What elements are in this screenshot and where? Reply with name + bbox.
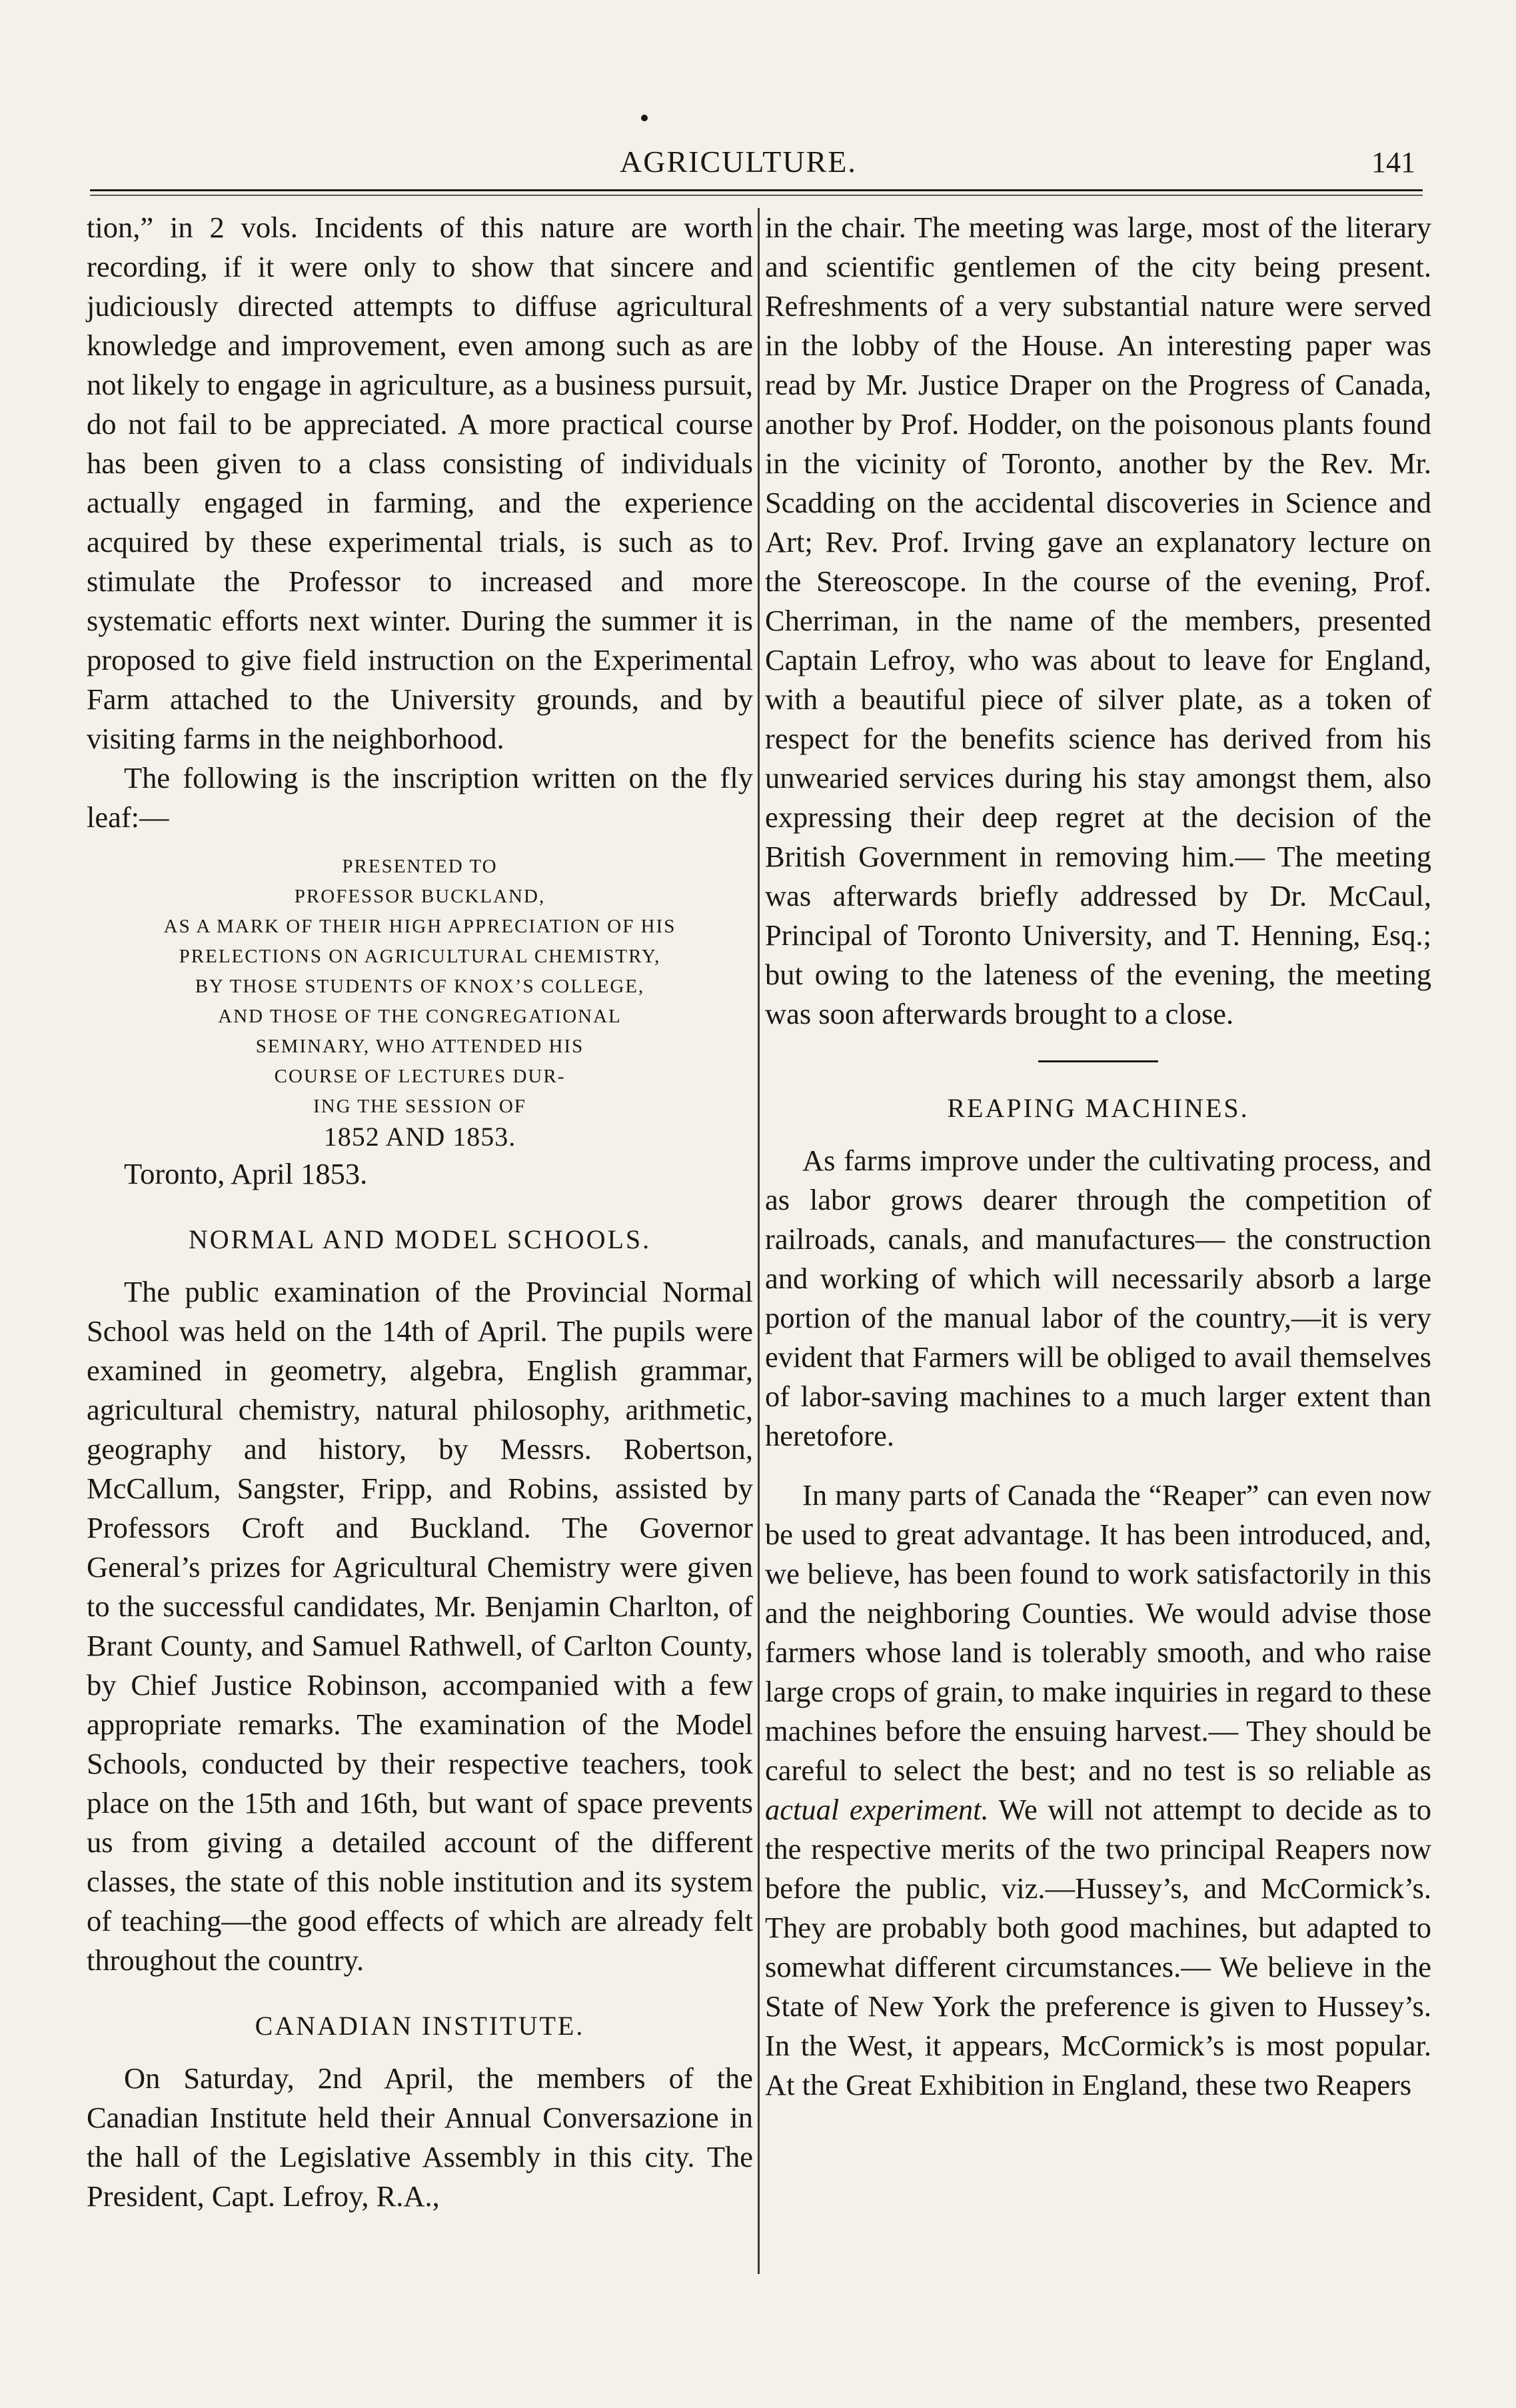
paragraph-gap: [765, 1456, 1431, 1476]
dedication-line: PROFESSOR BUCKLAND,: [294, 886, 546, 907]
continued-paragraph: tion,” in 2 vols. Incidents of this nature are worth recording, if it were only to show that sincere and judiciously directed attempts to diffuse agricultural knowledge and improvement, even among such as are not likely to engage in agriculture, as a business pursuit, do not fail to be appreciated. A more practical course has been given to a class consisting of individuals actually engaged in farming, and the experience acquired by these experimental trials, is such as to stimulate the Professor to increased and more systematic efforts next winter. During the summer it is proposed to give field instruction on the Experimental Farm attached to the University grounds, and by visiting farms in the neighborhood.: [87, 211, 753, 755]
section-separator: [1038, 1060, 1158, 1062]
header-rule-secondary: [90, 195, 1423, 196]
dedication-line: PRELECTIONS ON AGRICULTURAL CHEMISTRY,: [179, 946, 661, 967]
reaping-paragraph-2: [765, 1476, 1431, 2105]
canadian-institute-paragraph: On Saturday, 2nd April, the members of the Canadian Institute held their Annual Conversazione in the hall of the Legislative Assembly in this city. The President, Capt. Lefroy, R.A.,: [87, 2061, 753, 2213]
running-header: [0, 144, 1516, 191]
dedication-line: ING THE SESSION OF: [313, 1096, 526, 1117]
reaping-paragraph-1: As farms improve under the cultivating process, and as labor grows dearer through the competition of railroads, canals, and manufactures— the construction and working of which will necessarily absorb a large portion of the manual labor of the country,—it is very evident that Farmers will be obliged to avail themselves of labor-saving machines to a much larger extent than heretofore.: [765, 1144, 1431, 1452]
dedication-line: AS A MARK OF THEIR HIGH APPRECIATION OF HIS: [163, 916, 676, 937]
dedication-line: SEMINARY, WHO ATTENDED HIS: [255, 1036, 584, 1057]
column-divider: [758, 208, 760, 2274]
institute-continued-paragraph: in the chair. The meeting was large, most of the literary and scientific gentlemen of the city being present. Refreshments of a very substantial nature were served in the lobby of the House. An interesting paper was read by Mr. Justice Draper on the Progress of Canada, another by Prof. Hodder, on the poisonous plants found in the vicinity of Toronto, another by the Rev. Mr. Scadding on the accidental discoveries in Science and Art; Rev. Prof. Irving gave an explanatory lecture on the Stereoscope. In the course of the evening, Prof. Cherriman, in the name of the members, presented Captain Lefroy, who was about to leave for England, with a beautiful piece of silver plate, as a token of respect for the benefits science has derived from his unwearied services during his stay amongst them, also expressing their deep regret at the decision of the British Government in removing him.— The meeting was afterwards briefly addressed by Dr. McCaul, Principal of Toronto University, and T. Henning, Esq.; but owing to the lateness of the evening, the meeting was soon afterwards brought to a close.: [765, 211, 1431, 1030]
header-rule: [90, 189, 1423, 191]
section-heading-canadian-institute: CANADIAN INSTITUTE.: [255, 2011, 585, 2041]
dedication-years: 1852 AND 1853.: [323, 1122, 516, 1152]
reaping-text-a: In many parts of Canada the “Reaper” can even now be used to great advantage. It has been introduced, and, we believe, has been found to work satisfactorily in this and the neighboring Counties. We would advise those farmers whose land is tolerably smooth, and who raise large crops of grain, to make inquiries in regard to these machines before the ensuing harvest.— They should be careful to select the best; and no test is so reliable as: [765, 1478, 1431, 1787]
dedication-line: COURSE OF LECTURES DUR-: [274, 1066, 566, 1087]
ink-dot: [641, 115, 648, 121]
dedication-block: [87, 852, 753, 1152]
running-title: AGRICULTURE.: [620, 145, 857, 179]
right-column: [765, 208, 1431, 2328]
inscription-intro: The following is the inscription written on the fly leaf:—: [87, 761, 753, 834]
dedication-line: BY THOSE STUDENTS OF KNOX’S COLLEGE,: [195, 976, 645, 997]
dedication-signoff: Toronto, April 1853.: [124, 1157, 368, 1190]
dedication-line: PRESENTED TO: [342, 856, 498, 877]
normal-schools-paragraph: The public examination of the Provincial Normal School was held on the 14th of April. The pupils were examined in geometry, algebra, English grammar, agricultural chemistry, natural philosophy, arithmetic, geography and history, by Messrs. Robertson, McCallum, Sangster, Fripp, and Robins, assisted by Professors Croft and Buckland. The Governor General’s prizes for Agricultural Chemistry were given to the successful candidates, Mr. Benjamin Charlton, of Brant County, and Samuel Rathwell, of Carlton County, by Chief Justice Robinson, accompanied with a few appropriate remarks. The examination of the Model Schools, conducted by their respective teachers, took place on the 15th and 16th, but want of space prevents us from giving a detailed account of the different classes, the state of this noble institution and its system of teaching—the good effects of which are already felt throughout the country.: [87, 1275, 753, 1977]
dedication-line: AND THOSE OF THE CONGREGATIONAL: [218, 1006, 622, 1027]
left-column: [87, 208, 753, 2328]
reaping-emphasis: actual experiment.: [765, 1793, 989, 1826]
page-number: 141: [1371, 146, 1415, 179]
section-heading-reaping-machines: REAPING MACHINES.: [947, 1093, 1249, 1123]
reaping-text-b: We will not attempt to decide as to the respective merits of the two principal Reapers now before the public, viz.—Hussey’s, and McCormick’s. They are probably both good machines, but adapted to somewhat different circumstances.— We believe in the State of New York the preference is given to Hussey’s. In the West, it appears, McCormick’s is most popular. At the Great Exhibition in England, these two Reapers: [765, 1793, 1431, 2101]
section-heading-normal-schools: NORMAL AND MODEL SCHOOLS.: [188, 1224, 652, 1254]
